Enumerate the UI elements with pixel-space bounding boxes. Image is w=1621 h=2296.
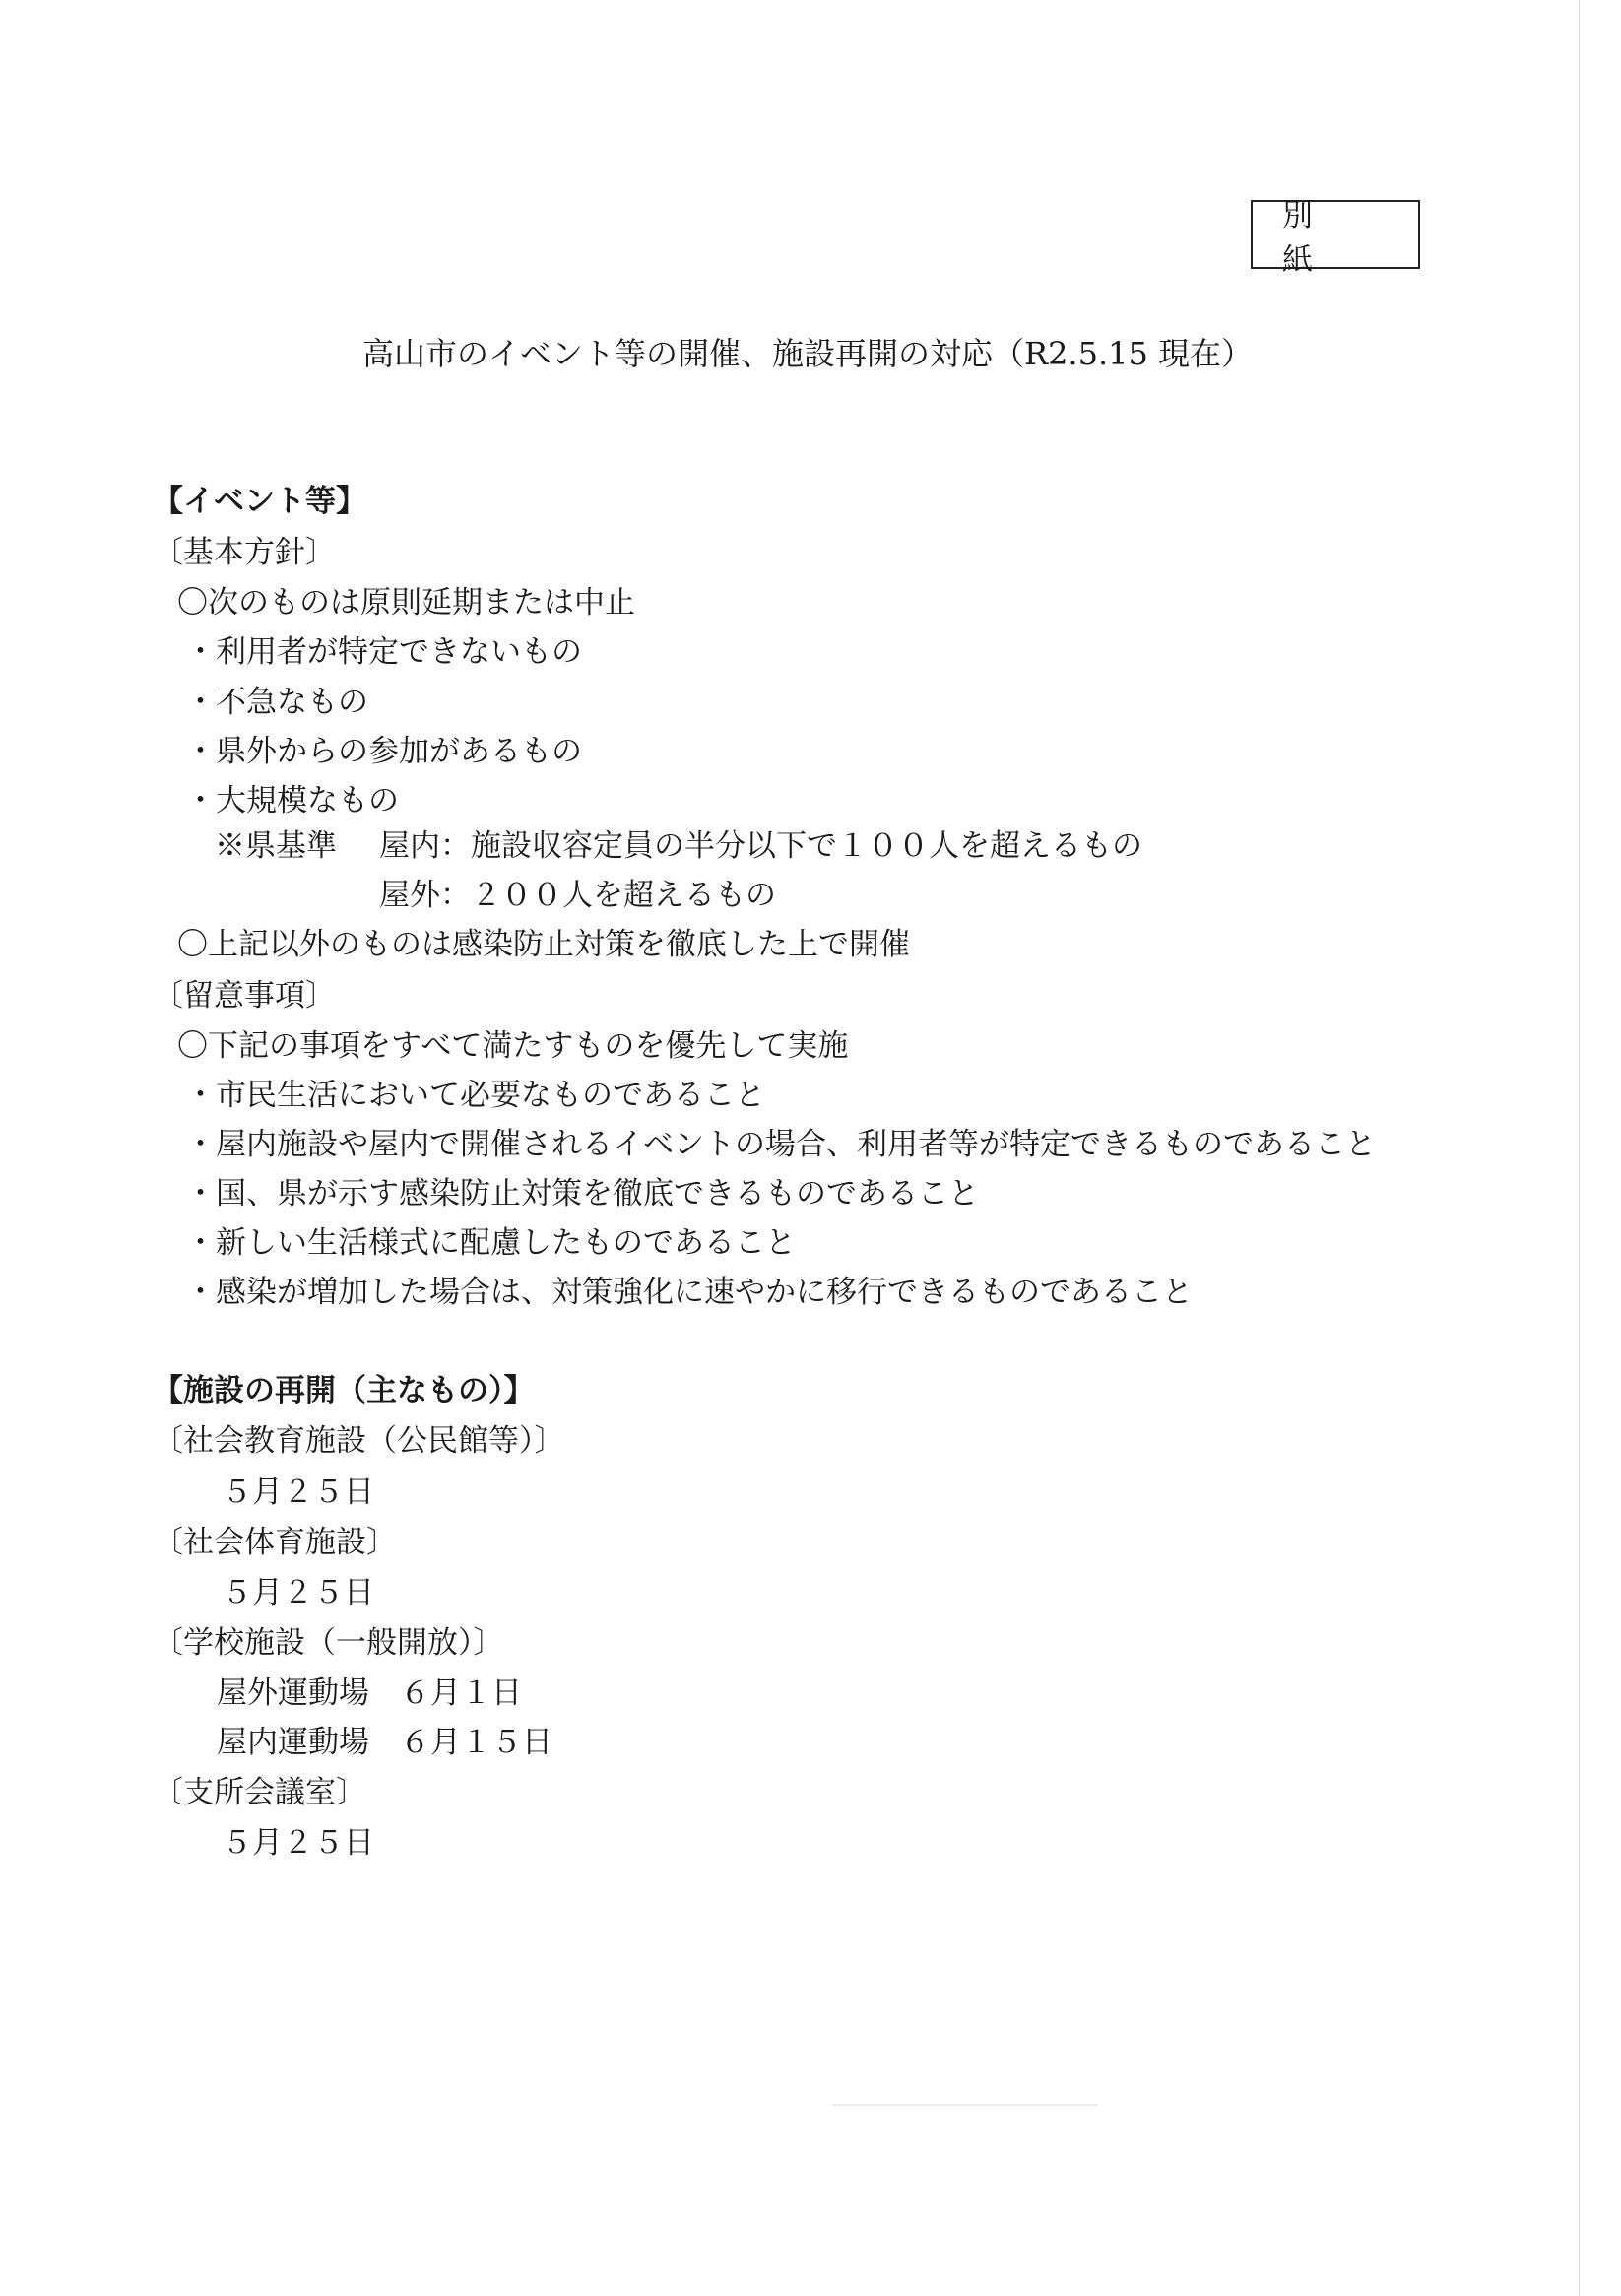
annex-label-box	[1251, 198, 1420, 278]
basic-policy-item: ・大規模なもの	[185, 783, 399, 819]
facilities-heading: 【施設の再開（主なもの）】	[153, 1373, 535, 1409]
schools-label: 〔学校施設（一般開放）〕	[153, 1625, 504, 1661]
basic-policy-lead: 〇次のものは原則延期または中止	[177, 585, 635, 621]
basic-policy-label: 〔基本方針〕	[153, 535, 336, 570]
prefecture-standard-label: ※県基準	[215, 828, 337, 864]
basic-policy-item: ・不急なもの	[185, 685, 368, 720]
notes-item: ・市民生活において必要なものであること	[185, 1078, 765, 1113]
schools-outdoor: 屋外運動場 ６月１日	[217, 1675, 522, 1711]
social-sports-date: ５月２５日	[222, 1575, 374, 1610]
notes-item: ・屋内施設や屋内で開催されるイベントの場合、利用者等が特定できるものであること	[185, 1127, 1376, 1162]
document-title: 高山市のイベント等の開催、施設再開の対応（R2.5.15 現在）	[361, 335, 1254, 372]
notes-item: ・感染が増加した場合は、対策強化に速やかに移行できるものであること	[185, 1275, 1193, 1310]
annex-label: 別 紙	[1282, 198, 1342, 278]
notes-item: ・国、県が示す感染防止対策を徹底できるものであること	[185, 1176, 979, 1212]
social-sports-label: 〔社会体育施設〕	[153, 1525, 397, 1560]
prefecture-standard-outdoor: 屋外：２００人を超えるもの	[379, 878, 776, 913]
schools-indoor: 屋内運動場 ６月１５日	[217, 1725, 552, 1760]
notes-item: ・新しい生活様式に配慮したものであること	[185, 1225, 796, 1261]
branch-meeting-date: ５月２５日	[222, 1825, 374, 1861]
page-edge	[1579, 0, 1580, 2296]
prefecture-standard-indoor: 屋内：施設収容定員の半分以下で１００人を超えるもの	[379, 828, 1142, 864]
faint-scan-mark	[832, 2104, 1098, 2106]
basic-policy-item: ・利用者が特定できないもの	[185, 634, 582, 670]
events-heading: 【イベント等】	[153, 484, 366, 519]
basic-policy-item: ・県外からの参加があるもの	[185, 734, 582, 769]
social-education-date: ５月２５日	[222, 1475, 374, 1510]
social-education-label: 〔社会教育施設（公民館等）〕	[153, 1423, 565, 1459]
branch-meeting-label: 〔支所会議室〕	[153, 1775, 366, 1810]
basic-policy-other: 〇上記以外のものは感染防止対策を徹底した上で開催	[177, 927, 910, 962]
notes-label: 〔留意事項〕	[153, 978, 336, 1014]
notes-lead: 〇下記の事項をすべて満たすものを優先して実施	[177, 1028, 849, 1064]
